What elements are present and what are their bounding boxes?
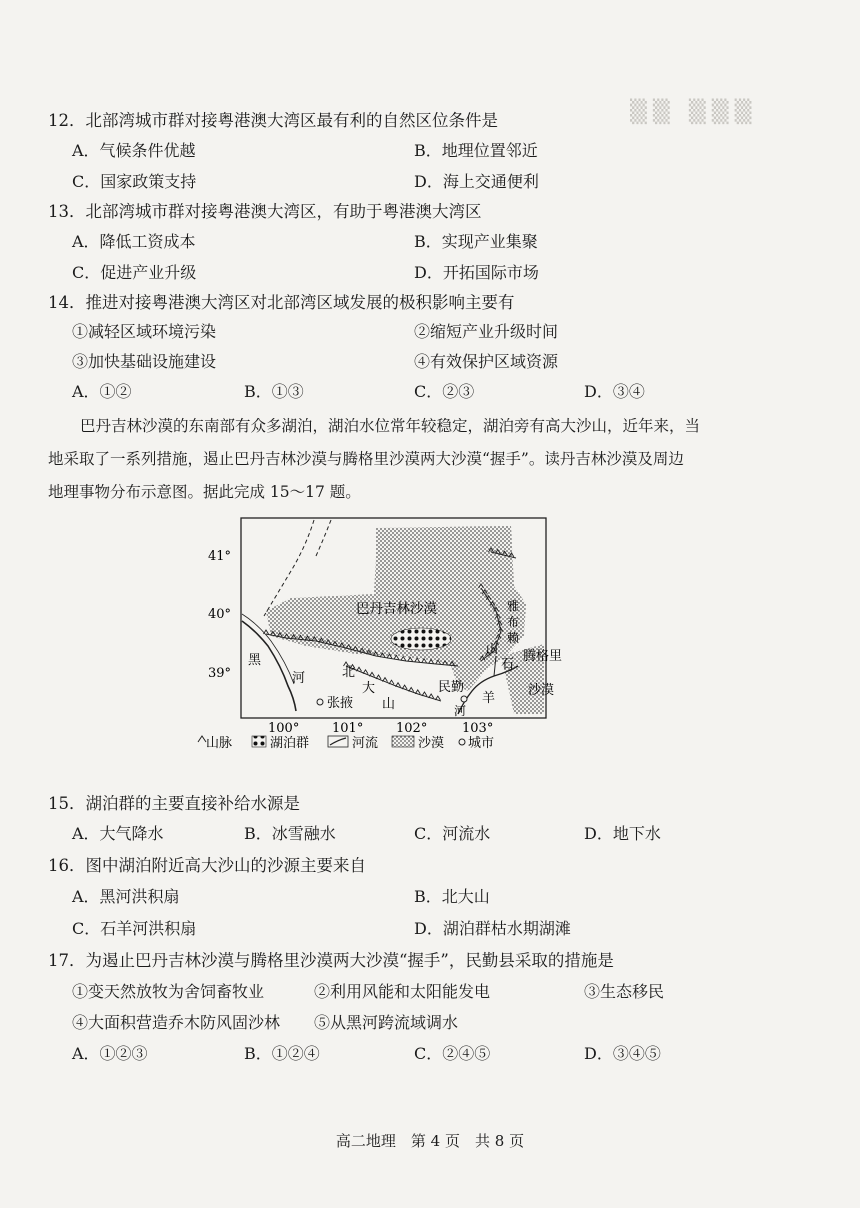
- lon-label-101: 101°: [332, 721, 364, 736]
- lon-label-102: 102°: [396, 721, 428, 736]
- q13-option-a: A．降低工资成本: [72, 232, 196, 251]
- desert-map: [196, 516, 576, 761]
- q12-option-a: A．气候条件优越: [72, 141, 196, 160]
- label-shiyang-2: 羊: [482, 691, 496, 706]
- bleed-through-mark: ▒▒ ▒▒▒: [630, 100, 758, 125]
- lat-label-40: 40°: [208, 607, 232, 622]
- q14-item-3: ③加快基础设施建设: [72, 352, 217, 371]
- legend-mountain-label: 山脉: [206, 736, 233, 751]
- mountain-tick: [408, 657, 413, 661]
- mountain-tick: [363, 670, 368, 674]
- q12-option-c: C．国家政策支持: [72, 172, 197, 191]
- q17-item-4: ④大面积营造乔木防风固沙林: [72, 1013, 281, 1032]
- q17-item-2: ②利用风能和太阳能发电: [314, 982, 491, 1001]
- label-tengger-2: 沙漠: [528, 683, 555, 698]
- city-minqin-marker: [461, 696, 467, 702]
- label-beida-2: 大: [362, 681, 376, 696]
- intro-line-1: 巴丹吉林沙漠的东南部有众多湖泊，湖泊水位常年较稳定，湖泊旁有高大沙山，近年来，当: [80, 417, 701, 435]
- label-badain-jaran: 巴丹吉林沙漠: [356, 601, 437, 617]
- intro-line-3: 地理事物分布示意图。据此完成 15～17 题。: [48, 483, 361, 501]
- q17-option-a: A．①②③: [72, 1044, 148, 1063]
- label-yabrai-4: 山: [486, 642, 499, 656]
- legend-city-label: 城市: [468, 736, 495, 751]
- q14-stem: 14．推进对接粤港澳大湾区对北部湾区域发展的极积影响主要有: [48, 293, 515, 312]
- desert-map-figure: [196, 516, 576, 761]
- q17-option-d: D．③④⑤: [584, 1044, 661, 1063]
- q15-stem: 15．湖泊群的主要直接补给水源是: [48, 794, 300, 813]
- boundary-line-2: [316, 520, 331, 556]
- lon-label-100: 100°: [268, 721, 300, 736]
- mountain-tick: [401, 657, 406, 661]
- legend-desert-label: 沙漠: [418, 736, 445, 751]
- q14-option-b: B．①③: [244, 382, 304, 401]
- label-shiyang-1: 石: [501, 657, 515, 672]
- legend-lake-label: 湖泊群: [270, 736, 310, 751]
- q16-option-d: D．湖泊群枯水期湖滩: [414, 919, 571, 938]
- legend-city-symbol: [459, 739, 465, 745]
- lon-label-103: 103°: [462, 721, 494, 736]
- q15-option-b: B．冰雪融水: [244, 824, 336, 843]
- q16-option-b: B．北大山: [414, 887, 490, 906]
- label-minqin: 民勤: [438, 680, 465, 695]
- mountain-tick: [429, 694, 434, 698]
- lat-label-39: 39°: [208, 666, 232, 681]
- q13-stem: 13．北部湾城市群对接粤港澳大湾区，有助于粤港澳大湾区: [48, 202, 482, 221]
- q16-option-a: A．黑河洪积扇: [72, 887, 180, 906]
- mountain-tick: [435, 696, 440, 700]
- q17-item-5: ⑤从黑河跨流域调水: [314, 1013, 459, 1032]
- q15-option-c: C．河流水: [414, 824, 491, 843]
- legend-desert-symbol: [392, 736, 414, 747]
- page-footer: 高二地理 第 4 页 共 8 页: [335, 1132, 525, 1150]
- q14-item-1: ①减轻区域环境污染: [72, 322, 217, 341]
- q12-option-b: B．地理位置邻近: [414, 141, 538, 160]
- lat-label-41: 41°: [208, 549, 232, 564]
- mountain-tick: [376, 675, 381, 679]
- q16-stem: 16．图中湖泊附近高大沙山的沙源主要来自: [48, 856, 366, 875]
- q14-option-d: D．③④: [584, 382, 645, 401]
- label-yabrai-3: 赖: [507, 631, 520, 645]
- q13-option-c: C．促进产业升级: [72, 263, 197, 282]
- q14-option-c: C．②③: [414, 382, 475, 401]
- mountain-tick: [402, 685, 407, 689]
- q17-item-1: ①变天然放牧为舍饲畜牧业: [72, 982, 265, 1001]
- label-beida-3: 山: [382, 697, 396, 712]
- mountain-tick: [415, 690, 420, 694]
- mountain-tick: [396, 683, 401, 687]
- q17-item-3: ③生态移民: [584, 982, 665, 1001]
- mountain-tick: [409, 688, 414, 692]
- q16-option-c: C．石羊河洪积扇: [72, 919, 197, 938]
- label-zhangye: 张掖: [327, 696, 354, 711]
- label-yabrai-2: 布: [507, 615, 520, 629]
- label-tengger-1: 腾格里: [523, 649, 563, 664]
- legend-mountain-symbol: [198, 736, 206, 742]
- label-hei-1: 黑: [248, 653, 262, 668]
- q14-option-a: A．①②: [72, 382, 132, 401]
- q17-option-b: B．①②④: [244, 1044, 320, 1063]
- mountain-tick: [422, 692, 427, 696]
- mountain-tick: [382, 678, 387, 682]
- label-yabrai-1: 雅: [507, 599, 520, 613]
- q13-option-d: D．开拓国际市场: [414, 263, 539, 282]
- label-shiyang-3: 河: [454, 704, 467, 718]
- q15-option-a: A．大气降水: [72, 824, 164, 843]
- q14-item-2: ②缩短产业升级时间: [414, 322, 559, 341]
- legend-lake-symbol: [252, 736, 266, 747]
- mountain-tick: [264, 630, 269, 634]
- legend-river-label: 河流: [352, 736, 379, 751]
- q17-stem: 17．为遏止巴丹吉林沙漠与腾格里沙漠两大沙漠“握手”，民勤县采取的措施是: [48, 951, 614, 970]
- mountain-tick: [356, 667, 361, 671]
- city-zhangye-marker: [317, 699, 323, 705]
- legend-river-line: [330, 738, 346, 745]
- mountain-tick: [389, 680, 394, 684]
- mountain-tick: [369, 672, 374, 676]
- label-beida-1: 北: [342, 665, 356, 680]
- q13-option-b: B．实现产业集聚: [414, 232, 538, 251]
- lake-group: [391, 628, 451, 650]
- q17-option-c: C．②④⑤: [414, 1044, 491, 1063]
- q12-option-d: D．海上交通便利: [414, 172, 539, 191]
- intro-line-2: 地采取了一系列措施，遏止巴丹吉林沙漠与腾格里沙漠两大沙漠“握手”。读丹吉林沙漠及周边: [48, 450, 684, 468]
- label-hei-2: 河: [292, 671, 306, 686]
- q12-stem: 12．北部湾城市群对接粤港澳大湾区最有利的自然区位条件是: [48, 111, 498, 130]
- q15-option-d: D．地下水: [584, 824, 661, 843]
- map-legend: [198, 735, 494, 751]
- q14-item-4: ④有效保护区域资源: [414, 352, 559, 371]
